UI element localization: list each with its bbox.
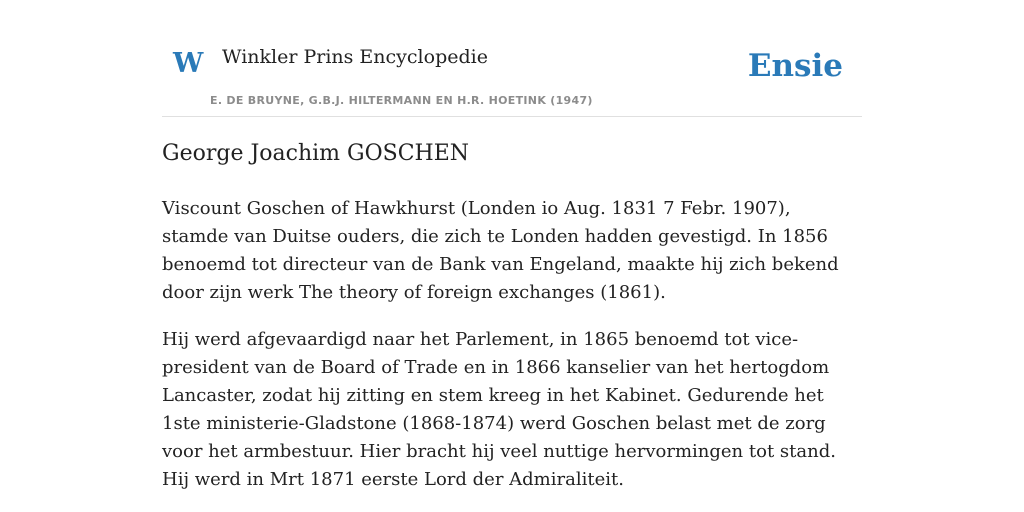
article-paragraph: Viscount Goschen of Hawkhurst (Londen io Aug. 1831 7 Febr. 1907), stamde van Duitse ouders, die zich te Londen hadden gevestigd. In 1856 benoemd tot directeur van de Bank van Engeland, maakte hij zich bekend door zijn werk The theory of foreign exchanges (1861). (162, 197, 839, 303)
article-title: George Joachim GOSCHEN (162, 141, 470, 166)
brand-logo[interactable]: Ensie (747, 48, 843, 84)
article-paragraph: Hij werd afgevaardigd naar het Parlement, in 1865 benoemd tot vice-president van de Board of Trade en in 1866 kanselier van het hertogdom Lancaster, zodat hij zitting en stem kreeg in het Kabinet. Gedurende het 1ste ministerie-Gladstone (1868-1874) werd Goschen belast met de zorg voor het armbestuur. Hier bracht hij veel nuttige hervormingen tot stand. Hij werd in Mrt 1871 eerste Lord der Admiraliteit. (162, 328, 836, 490)
header (162, 0, 862, 117)
publication-logo[interactable]: W (173, 48, 204, 79)
article (162, 140, 862, 512)
publication-authors: E. DE BRUYNE, G.B.J. HILTERMANN EN H.R. HOETINK (1947) (210, 94, 593, 107)
publication-title[interactable]: Winkler Prins Encyclopedie (222, 46, 488, 68)
